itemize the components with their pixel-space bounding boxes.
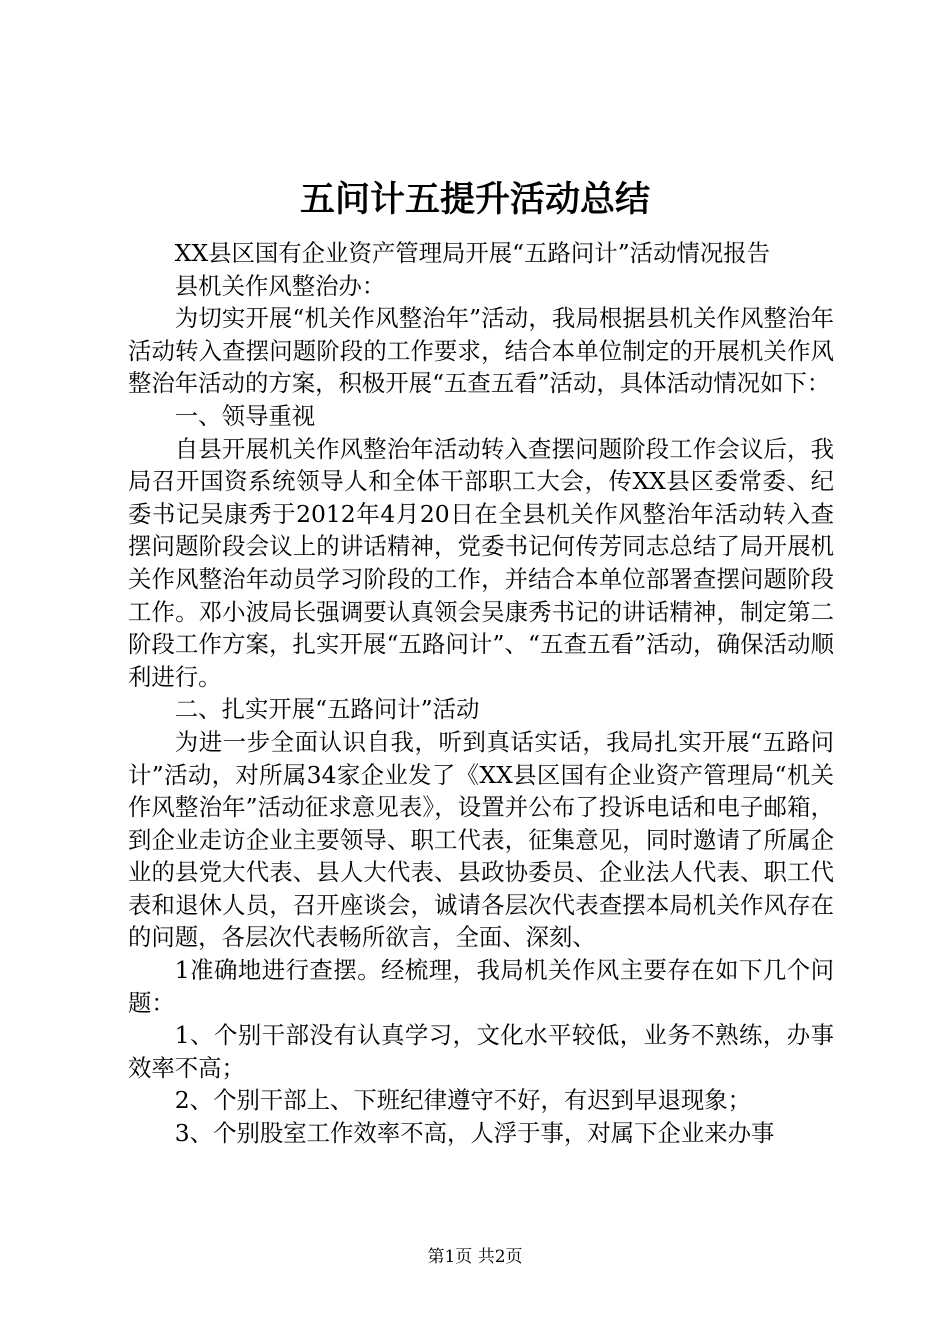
document-body <box>128 237 834 1150</box>
section-heading-1: 一、领导重视 <box>174 401 316 430</box>
finding-item-3: 3、个别股室工作效率不高，人浮于事，对属下企业来办事 <box>174 1119 775 1148</box>
section-1-paragraph: 自县开展机关作风整治年活动转入查摆问题阶段工作会议后，我局召开国资系统领导人和全体干部职工大会，传XX县区委常委、纪委书记吴康秀于2012年4月20日在全县机关作风整治年活动转入查摆问题阶段会议上的讲话精神，党委书记何传芳同志总结了局开展机关作风整治年动员学习阶段的工作，并结合本单位部署查摆问题阶段工作。邓小波局长强调要认真领会吴康秀书记的讲话精神，制定第二阶段工作方案，扎实开展“五路问计”、“五查五看”活动，确保活动顺利进行。 <box>128 434 834 691</box>
finding-item-2: 2、个别干部上、下班纪律遵守不好，有迟到早退现象； <box>174 1086 752 1115</box>
report-heading: XX县区国有企业资产管理局开展“五路问计”活动情况报告 <box>174 239 770 267</box>
finding-item-1: 1、个别干部没有认真学习，文化水平较低，业务不熟练，办事效率不高； <box>128 1021 834 1082</box>
page-number-footer: 第1页 共2页 <box>427 1247 523 1267</box>
findings-intro-paragraph: 1准确地进行查摆。经梳理，我局机关作风主要存在如下几个问题： <box>128 956 834 1017</box>
intro-paragraph: 为切实开展“机关作风整治年”活动，我局根据县机关作风整治年活动转入查摆问题阶段的工作要求，结合本单位制定的开展机关作风整治年活动的方案，积极开展“五查五看”活动，具体活动情况如下： <box>128 304 834 398</box>
section-2-paragraph: 为进一步全面认识自我，听到真话实话，我局扎实开展“五路问计”活动，对所属34家企业发了《XX县区国有企业资产管理局“机关作风整治年”活动征求意见表》，设置并公布了投诉电话和电子邮箱，到企业走访企业主要领导、职工代表，征集意见，同时邀请了所属企业的县党大代表、县人大代表、县政协委员、企业法人代表、职工代表和退休人员，召开座谈会，诚请各层次代表查摆本局机关作风存在的问题，各层次代表畅所欲言，全面、深刻、 <box>128 727 834 952</box>
salutation: 县机关作风整治办： <box>174 271 386 300</box>
document-title: 五问计五提升活动总结 <box>299 179 650 220</box>
section-heading-2: 二、扎实开展“五路问计”活动 <box>174 695 480 724</box>
